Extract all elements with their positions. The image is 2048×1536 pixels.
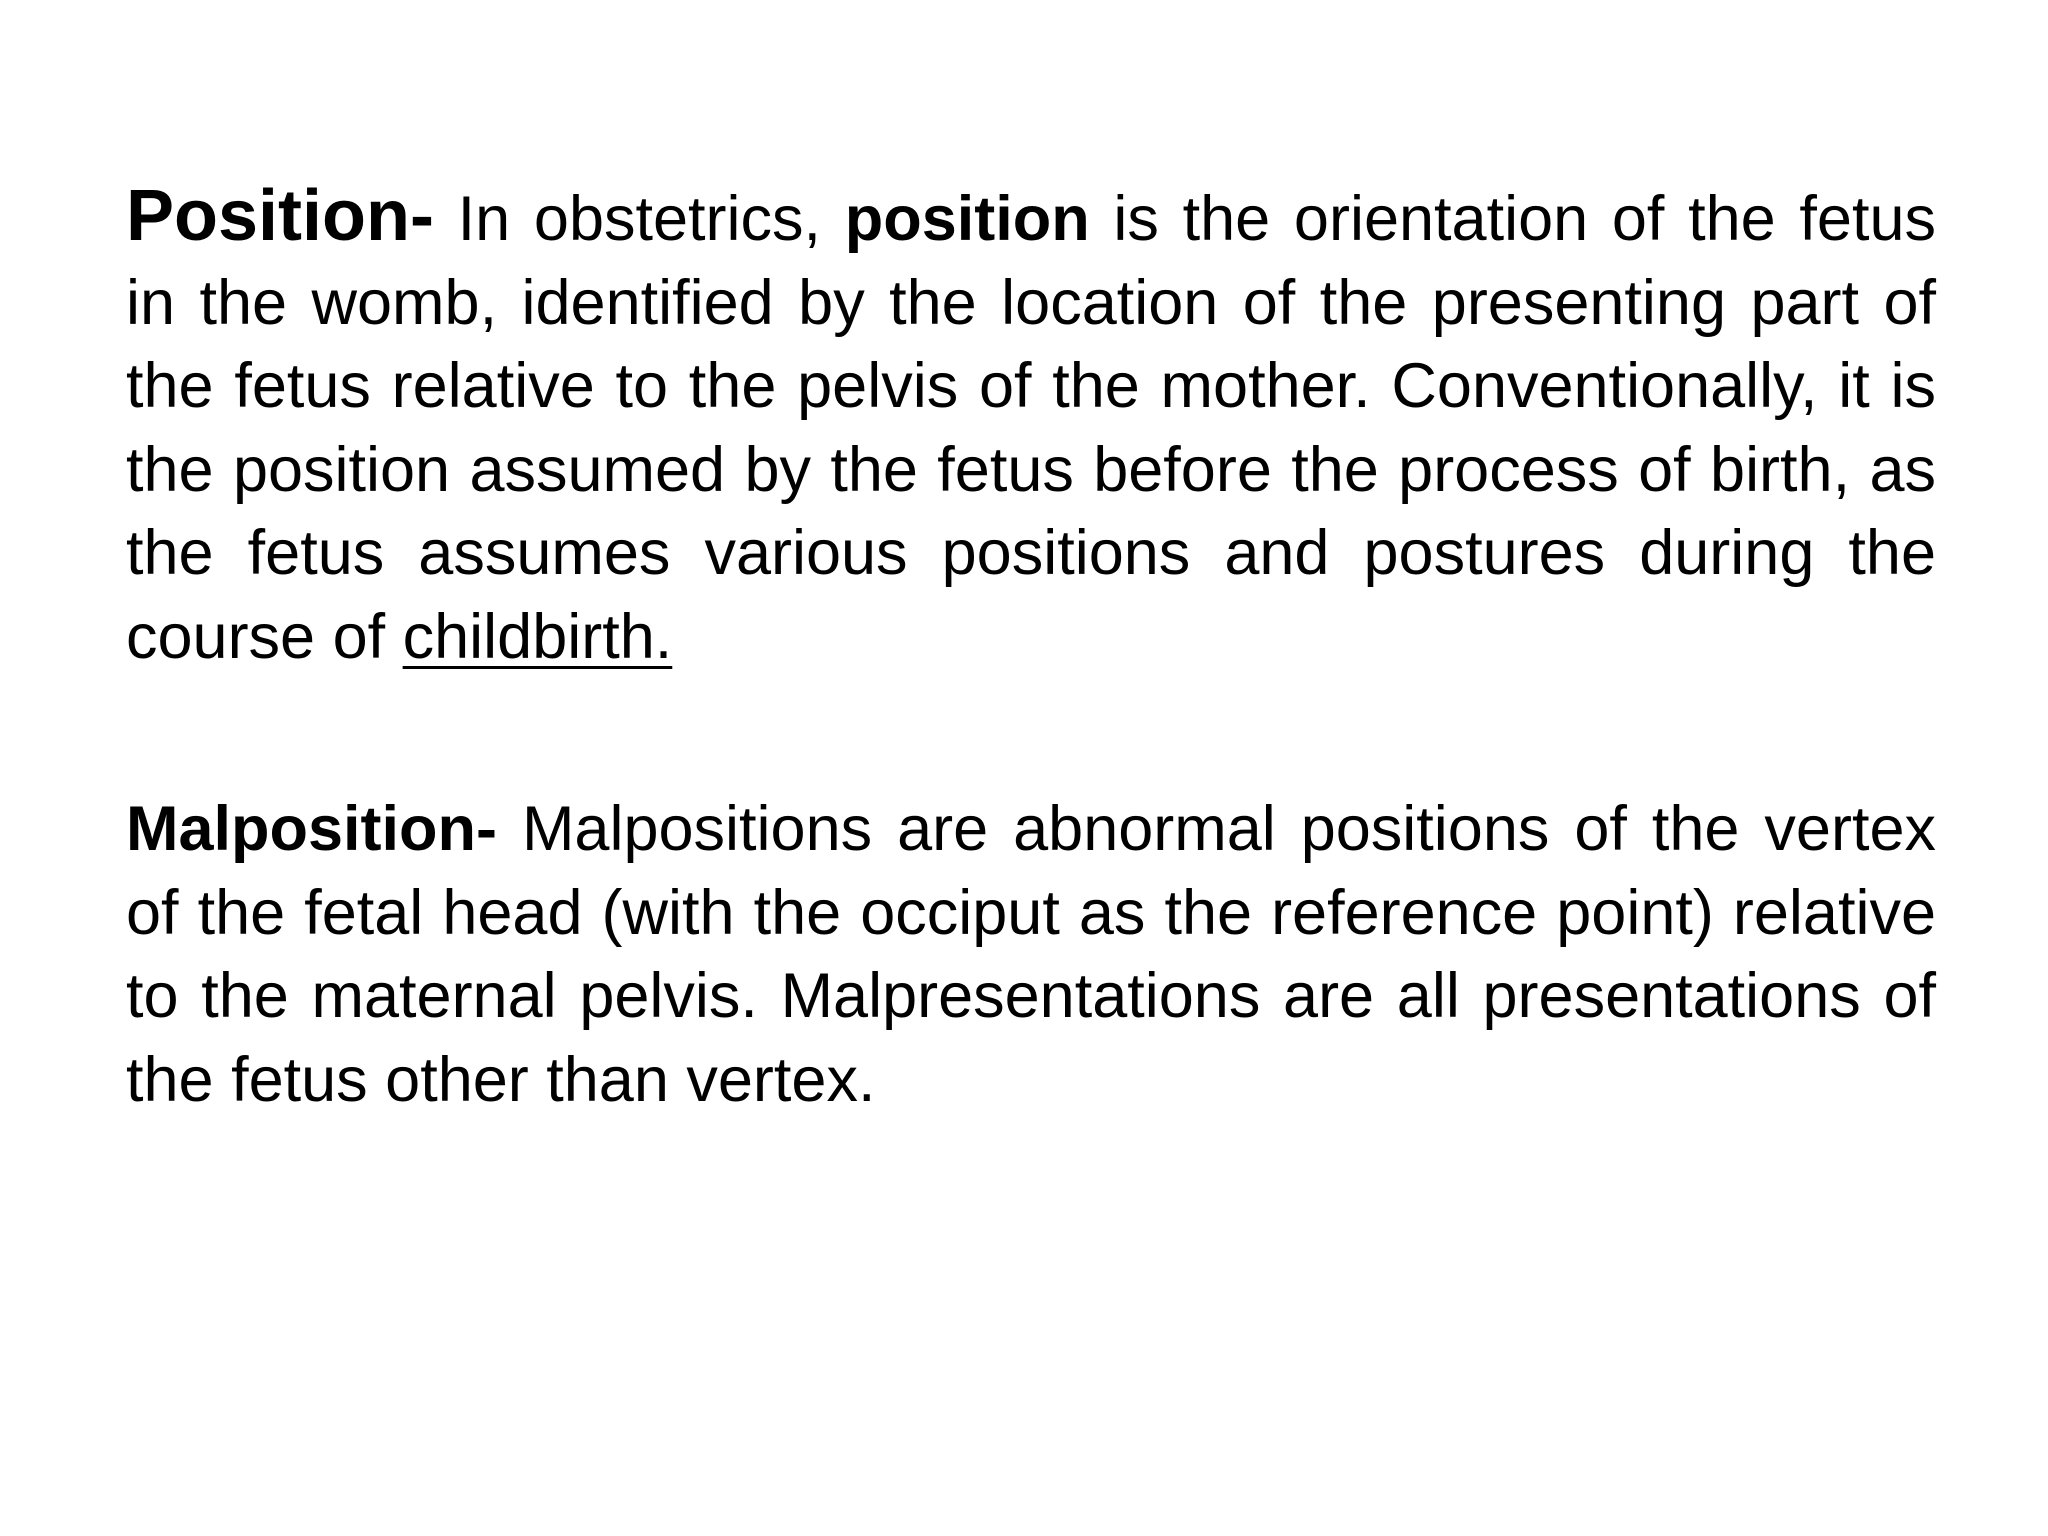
malposition-text: Malpositions are abnormal positions of the vertex of the fetal head (with the occiput as the reference point) relative to the maternal pelvis. Malpresentations are all presentations of the fetus other than vertex. <box>126 794 1936 1115</box>
position-paragraph <box>126 175 1936 679</box>
position-term: Position- <box>126 176 434 256</box>
position-bold-word: position <box>844 184 1090 254</box>
malposition-paragraph <box>126 788 1936 1122</box>
position-text-1: In obstetrics, <box>433 184 845 254</box>
childbirth-link[interactable]: childbirth. <box>402 601 673 672</box>
malposition-term: Malposition- <box>126 794 497 864</box>
position-text-2: is the orientation of the fetus in the womb, identified by the location of the presenting part of the fetus relative to the pelvis of the mother. Conventionally, it is the position assumed by the fetus before the process of birth, as the fetus assumes various positions and postures during the course of <box>126 184 1936 672</box>
